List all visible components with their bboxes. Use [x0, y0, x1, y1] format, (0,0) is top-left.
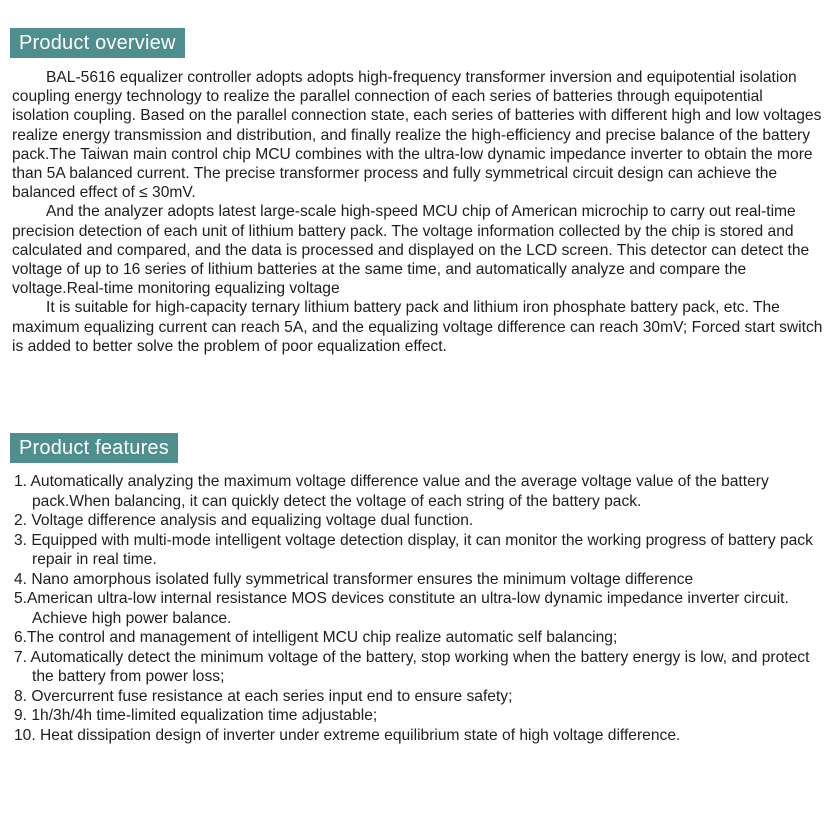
feature-item [14, 531, 824, 570]
product-features-heading: Product features [10, 433, 178, 463]
feature-text: 1h/3h/4h time-limited equalization time adjustable; [31, 707, 378, 724]
feature-text: Nano amorphous isolated fully symmetrical transformer ensures the minimum voltage difference [31, 570, 694, 588]
feature-item [14, 628, 824, 648]
overview-paragraph: BAL-5616 equalizer controller adopts adopts high-frequency transformer inversion and equipotential isolation coupling energy technology to realize the parallel connection of each series of batteries through equipotential isolation coupling. Based on the parallel connection state, each series of batteries with different high and low voltages realize energy transmission and distribution, and finally realize the high-efficiency and precise balance of the battery pack.The Taiwan main control chip MCU combines with the ultra-low dynamic impedance inverter to obtain the more than 5A balanced current. The precise transformer process and fully symmetrical circuit design can achieve the balanced effect of ≤ 30mV. [12, 69, 822, 202]
feature-text: The control and management of intelligent MCU chip realize automatic self balancing; [27, 629, 618, 646]
feature-number: 9. [14, 707, 28, 724]
product-overview-heading: Product overview [10, 28, 185, 58]
feature-item [14, 726, 824, 746]
overview-paragraph: It is suitable for high-capacity ternary lithium battery pack and lithium iron phosphate battery pack, etc. The maximum equalizing current can reach 5A, and the equalizing voltage difference can reach 30mV; Forced start switch is added to better solve the problem of poor equalization effect. [12, 299, 823, 355]
feature-item [14, 472, 824, 511]
feature-number: 2. [14, 512, 28, 529]
feature-text: Voltage difference analysis and equalizing voltage dual function. [31, 512, 474, 529]
feature-number: 6. [14, 629, 28, 646]
feature-item [14, 687, 824, 707]
feature-item [14, 570, 824, 590]
feature-item [14, 648, 824, 687]
feature-number: 1. [14, 473, 28, 490]
feature-item [14, 706, 824, 726]
feature-item [14, 589, 824, 628]
feature-text: Equipped with multi-mode intelligent voltage detection display, it can monitor the working progress of battery pack repair in real time. [31, 531, 813, 568]
feature-number: 8. [14, 687, 28, 705]
feature-text: Automatically detect the minimum voltage of the battery, stop working when the battery energy is low, and protect the battery from power loss; [30, 648, 810, 685]
feature-text: Heat dissipation design of inverter under extreme equilibrium state of high voltage difference. [40, 726, 681, 744]
feature-item [14, 511, 824, 531]
feature-number: 4. [14, 570, 28, 588]
feature-number: 3. [14, 531, 28, 549]
product-features-list [14, 472, 824, 745]
product-overview-body [12, 68, 824, 356]
feature-text: Overcurrent fuse resistance at each series input end to ensure safety; [31, 687, 513, 705]
feature-text: Automatically analyzing the maximum voltage difference value and the average voltage value of the battery pack.When balancing, it can quickly detect the voltage of each string of the battery pack. [30, 473, 769, 510]
overview-paragraph: And the analyzer adopts latest large-scale high-speed MCU chip of American microchip to carry out real-time precision detection of each unit of lithium battery pack. The voltage information collected by the chip is stored and calculated and compared, and the data is processed and displayed on the LCD screen. This detector can detect the voltage of up to 16 series of lithium batteries at the same time, and automatically analyze and compare the voltage.Real-time monitoring equalizing voltage [12, 203, 810, 298]
feature-number: 10. [14, 726, 36, 744]
feature-number: 7. [14, 648, 28, 666]
feature-text: American ultra-low internal resistance MOS devices constitute an ultra-low dynamic impedance inverter circuit. Achieve high power balance. [27, 590, 789, 627]
feature-number: 5. [14, 590, 28, 607]
